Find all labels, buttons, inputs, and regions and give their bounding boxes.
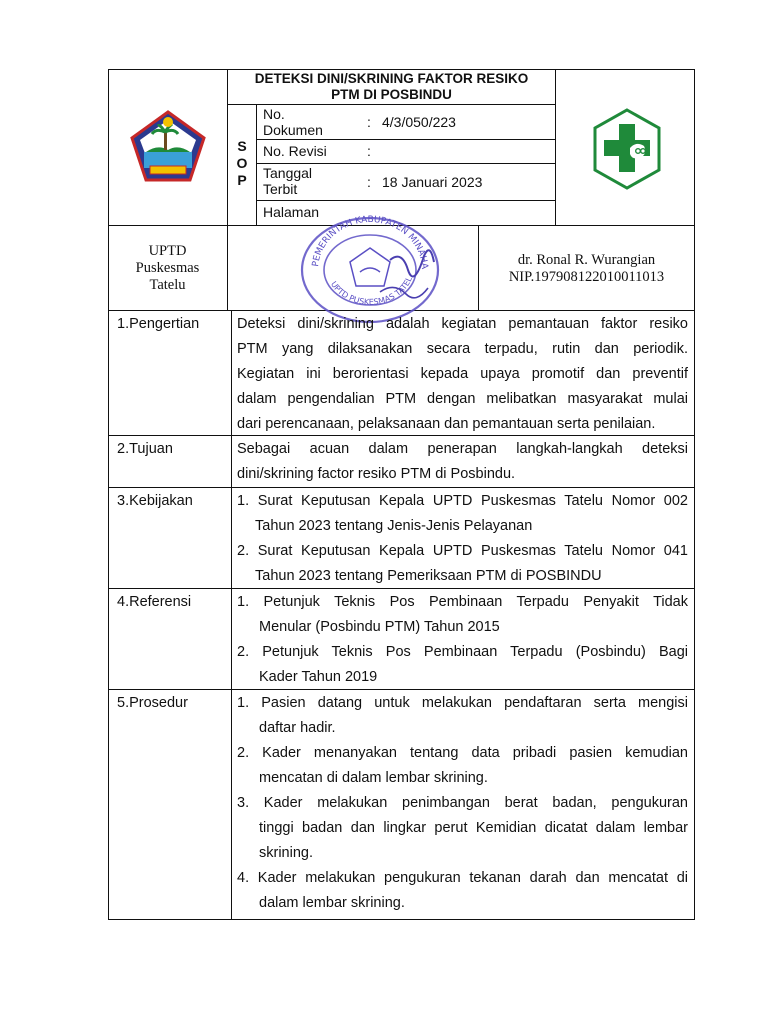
section-line: Tahun 2023 tentang Pemeriksaan PTM di POSBINDU	[255, 568, 602, 584]
section-label: 5.Prosedur	[117, 695, 188, 711]
section-line: dalam pengendalian PTM dengan melibatkan masyarakat mulai	[237, 391, 688, 407]
org-line-2: Puskesmas	[135, 260, 200, 276]
section-line: 1. Surat Keputusan Kepala UPTD Puskesmas Tatelu Nomor 002	[237, 493, 688, 509]
field-sep-tanggal: :	[367, 174, 371, 190]
field-label-no-dokumen-2: Dokumen	[263, 122, 323, 138]
section-label: 2.Tujuan	[117, 441, 173, 457]
section-content	[237, 489, 688, 589]
section-line: Kegiatan ini berorientasi kepada upaya promotif dan preventif	[237, 366, 688, 382]
official-stamp-icon	[298, 212, 440, 324]
health-cross-logo-icon	[592, 108, 662, 190]
section-line: 1. Pasien datang untuk melakukan pendaftaran serta mengisi	[237, 695, 688, 711]
section-line: 2. Kader menanyakan tentang data pribadi pasien kemudian	[237, 745, 688, 761]
signer-nip: NIP.197908122010011013	[508, 269, 665, 285]
section-line: 4. Kader melakukan pengukuran tekanan darah dan mencatat di	[237, 870, 688, 886]
section-line: dari perencanaan, pelaksanaan dan pemantauan serta penilaian.	[237, 416, 656, 432]
section-line: Kader Tahun 2019	[259, 669, 378, 685]
field-sep-no-dokumen: :	[367, 114, 371, 130]
document-title-line1: DETEKSI DINI/SKRINING FAKTOR RESIKO	[254, 71, 529, 86]
section-line: skrining.	[259, 845, 313, 861]
section-line: Deteksi dini/skrining adalah kegiatan pemantauan faktor resiko	[237, 316, 688, 332]
sop-letter-o: O	[236, 155, 248, 171]
section-line: 2. Surat Keputusan Kepala UPTD Puskesmas Tatelu Nomor 041	[237, 543, 688, 559]
field-value-no-dokumen: 4/3/050/223	[382, 114, 456, 130]
sop-letter-s: S	[237, 138, 247, 154]
section-line: dini/skrining factor resiko PTM di Posbindu.	[237, 466, 516, 482]
stamp-arc-top: PEMERINTAH KABUPATEN MINAHA	[311, 214, 430, 270]
field-label-halaman: Halaman	[263, 204, 320, 220]
section-line: 3. Kader melakukan penimbangan berat badan, pengukuran	[237, 795, 688, 811]
org-line-3: Tatelu	[149, 277, 186, 293]
sop-letter-p: P	[237, 172, 247, 188]
section-line: daftar hadir.	[259, 720, 336, 736]
section-line: Tahun 2023 tentang Jenis-Jenis Pelayanan	[255, 518, 533, 534]
section-content	[237, 691, 688, 916]
section-line: 2. Petunjuk Teknis Pos Pembinaan Terpadu (Posbindu) Bagi	[237, 644, 688, 660]
document-title-line2: PTM DI POSBINDU	[331, 87, 452, 102]
field-label-no-revisi: No. Revisi	[263, 143, 327, 159]
field-label-no-dokumen-1: No.	[263, 106, 285, 122]
section-line: Menular (Posbindu PTM) Tahun 2015	[259, 619, 500, 635]
section-line: dalam lembar skrining.	[259, 895, 405, 911]
field-label-tanggal-2: Terbit	[263, 181, 298, 197]
section-line: mencatan di dalam lembar skrining.	[259, 770, 488, 786]
section-label: 4.Referensi	[117, 594, 192, 610]
field-value-tanggal: 18 Januari 2023	[382, 174, 483, 190]
section-line: PTM yang dilaksanakan secara terpadu, rutin dan periodik.	[237, 341, 688, 357]
section-content	[237, 437, 688, 487]
field-label-tanggal-1: Tanggal	[263, 165, 313, 181]
field-sep-no-revisi: :	[367, 143, 371, 159]
section-line: tinggi badan dan lingkar perut Kemidian dicatat dalam lembar	[259, 820, 688, 836]
section-label: 3.Kebijakan	[117, 493, 193, 509]
signer-name: dr. Ronal R. Wurangian	[517, 252, 656, 268]
org-line-1: UPTD	[148, 243, 187, 259]
regency-logo-icon	[128, 108, 208, 184]
section-line: 1. Petunjuk Teknis Pos Pembinaan Terpadu Penyakit Tidak	[237, 594, 688, 610]
section-content	[237, 590, 688, 690]
section-line: Sebagai acuan dalam penerapan langkah-langkah deteksi	[237, 441, 688, 457]
section-content	[237, 312, 688, 437]
section-label: 1.Pengertian	[117, 316, 200, 332]
stamp-arc-bottom: UPTD PUSKESMAS TATEL	[328, 275, 414, 307]
